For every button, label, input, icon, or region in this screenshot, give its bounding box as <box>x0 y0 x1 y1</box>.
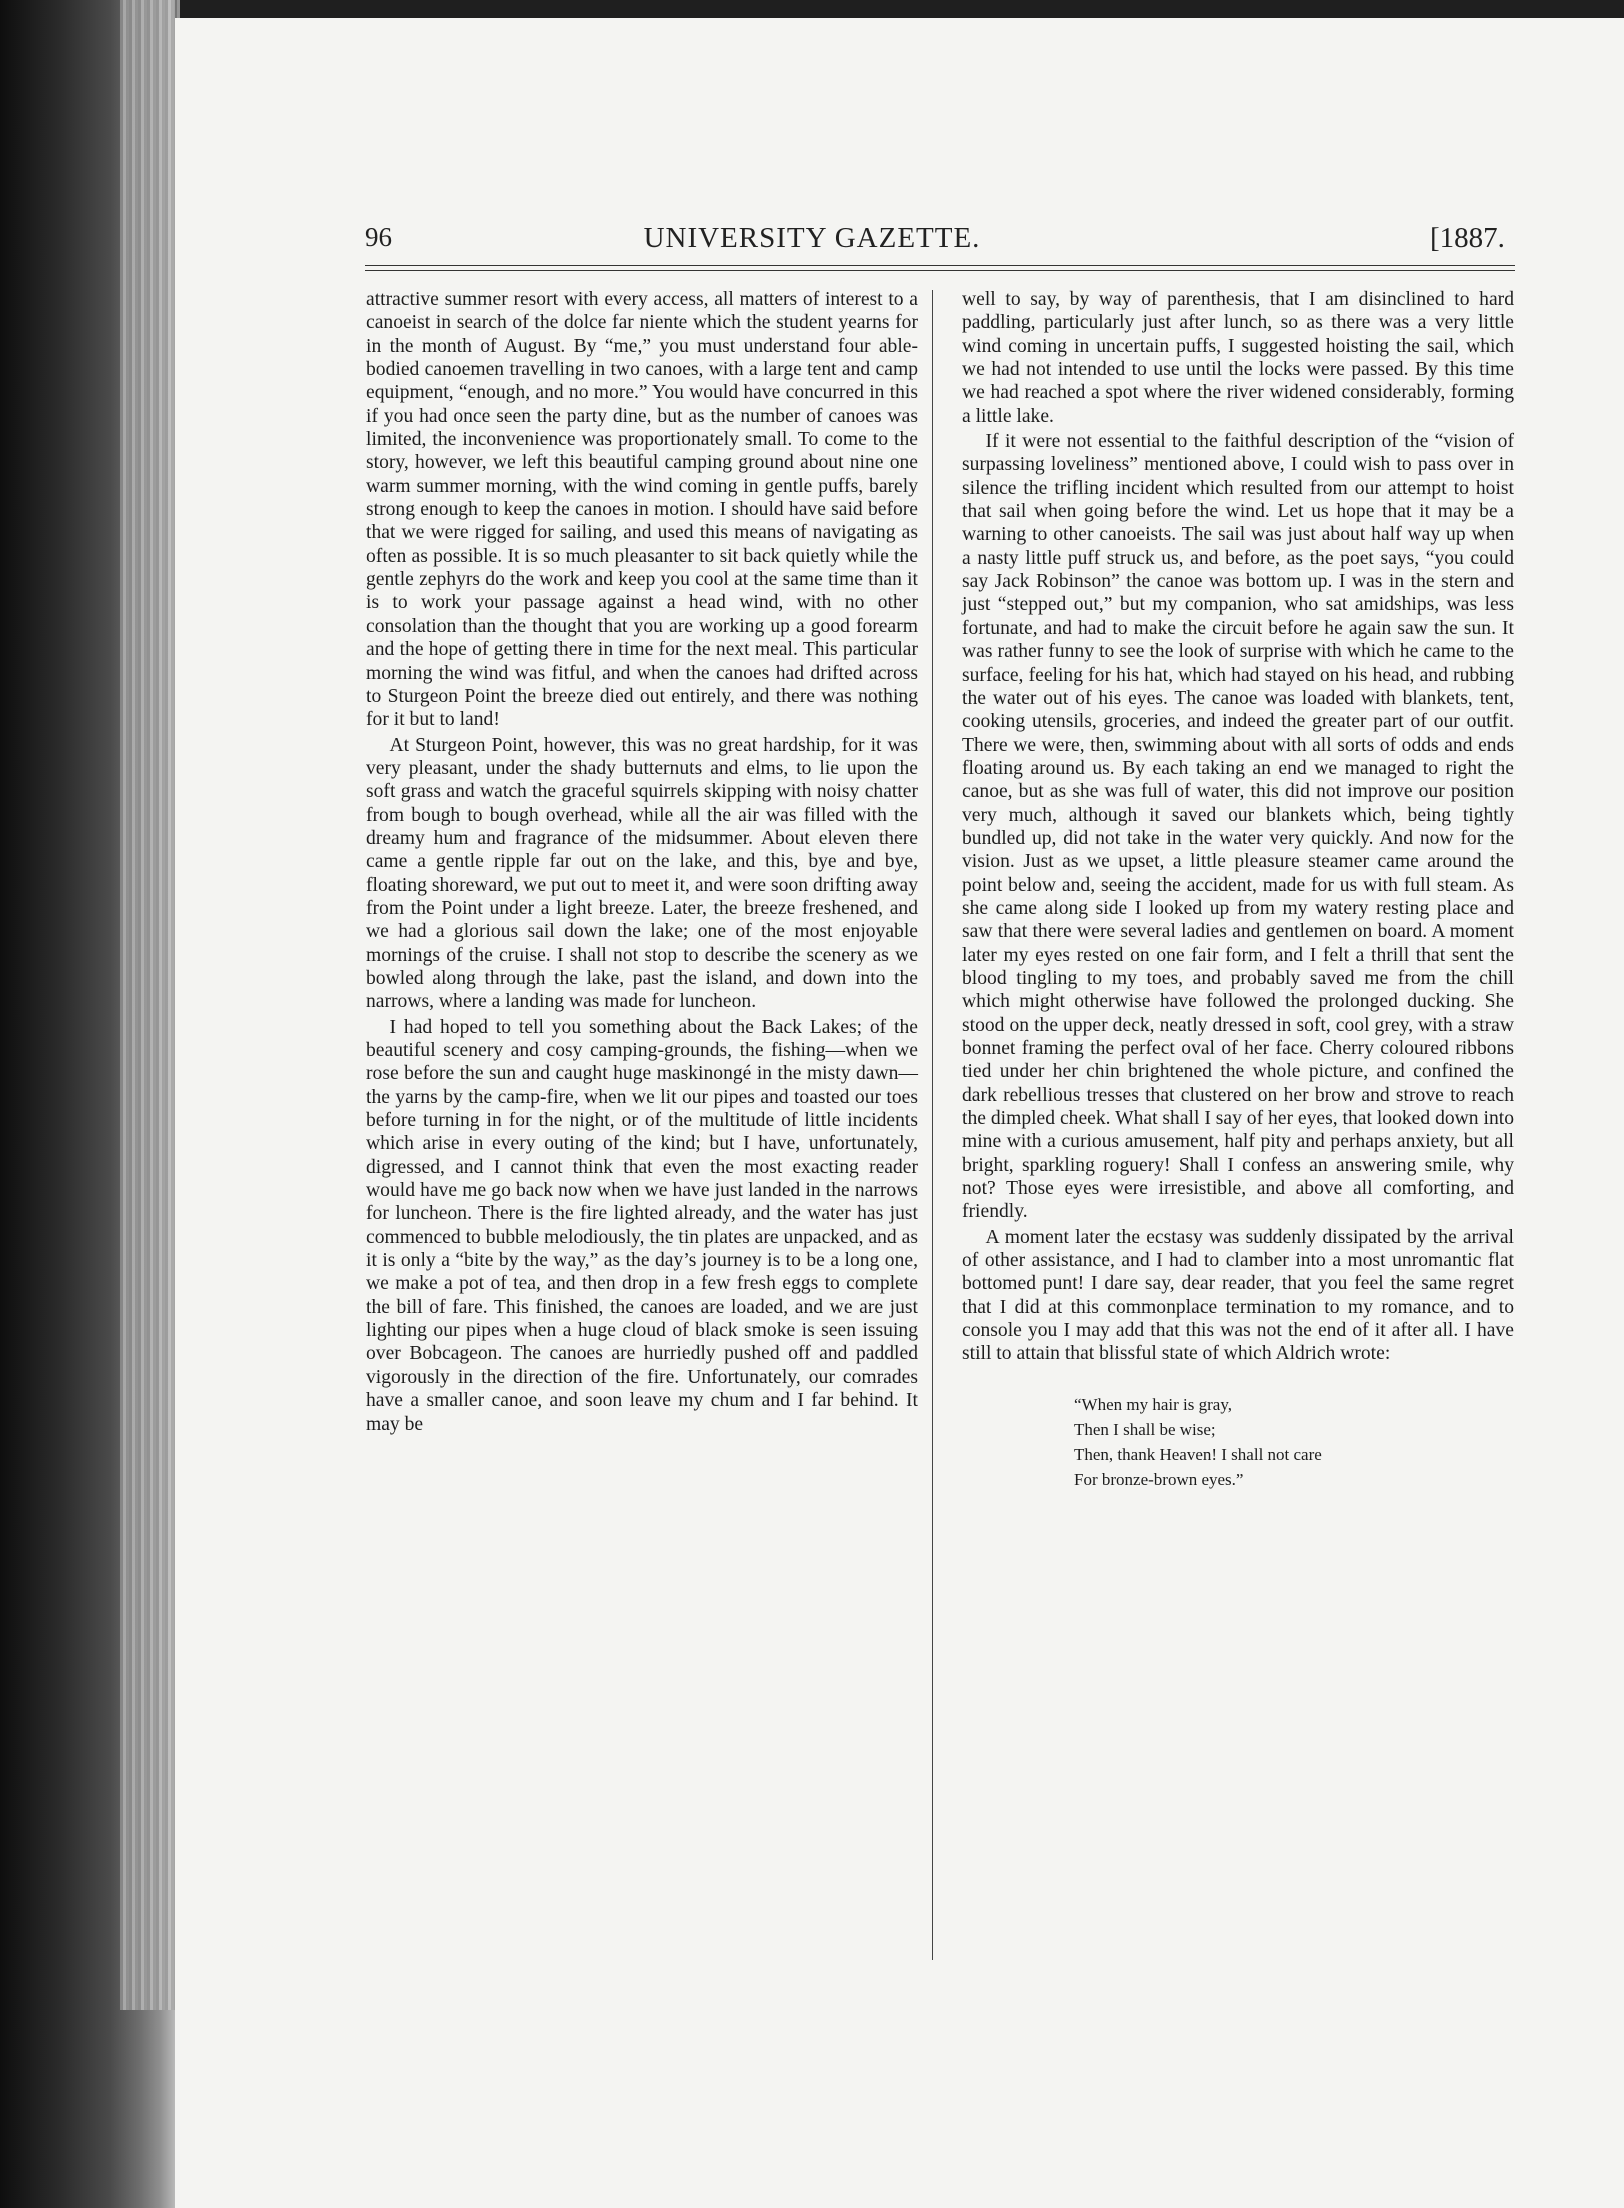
header-rule-double <box>365 270 1515 271</box>
verse-quote <box>1074 1392 1514 1492</box>
paragraph: I had hoped to tell you something about the Back Lakes; of the beautiful scenery and cosy camping-grounds, the fishing—when we rose before the sun and caught huge maskinongé in the misty dawn—the yarns by the camp-fire, when we lit our pipes and toasted our toes before turning in for the night, or of the multitude of little incidents which arise in every outing of the kind; but I have, unfortunately, digressed, and I cannot think that even the most exacting reader would have me go back now when we have just landed in the narrows for luncheon. There is the fire lighted already, and the water has just commenced to bubble melodiously, the tin plates are unpacked, and as it is only a “bite by the way,” as the day’s journey is to be a long one, we make a pot of tea, and then drop in a few fresh eggs to complete the bill of fare. This finished, the canoes are loaded, and we are just lighting our pipes when a huge cloud of black smoke is seen issuing over Bobcageon. The canoes are hurriedly pushed off and paddled vigorously in the direction of the fire. Unfortunately, our comrades have a smaller canoe, and soon leave my chum and I far behind. It may be <box>366 1016 918 1435</box>
left-column <box>366 288 918 1436</box>
verse-line: Then, thank Heaven! I shall not care <box>1074 1444 1322 1464</box>
running-year: [1887. <box>1430 222 1505 254</box>
header-rule <box>365 265 1515 266</box>
paragraph: attractive summer resort with every access, all matters of interest to a canoeist in search of the dolce far niente which the student yearns for in the month of August. By “me,” you must understand four able-bodied canoemen travelling in two canoes, with a large tent and camp equipment, “enough, and no more.” You would have concurred in this if you had once seen the party dine, but as the number of canoes was limited, the inconvenience was proportionately small. To come to the story, however, we left this beautiful camping ground about nine one warm summer morning, with the wind coming in gentle puffs, barely strong enough to keep the canoes in motion. I should have said before that we were rigged for sailing, and used this means of navigating as often as possible. It is so much pleasanter to sit back quietly while the gentle zephyrs do the work and keep you cool at the same time than it is to work your passage against a head wind, with no other consolation than the thought that you are working up a good forearm and the hope of getting there in time for the next meal. This particular morning the wind was fitful, and when the canoes had drifted across to Sturgeon Point the breeze died out entirely, and there was nothing for it but to land! <box>366 289 918 731</box>
verse-line: Then I shall be wise; <box>1074 1419 1216 1439</box>
verse-line: For bronze-brown eyes.” <box>1074 1469 1244 1489</box>
page-number: 96 <box>365 222 392 252</box>
verse-line: “When my hair is gray, <box>1074 1394 1232 1414</box>
paragraph: At Sturgeon Point, however, this was no great hardship, for it was very pleasant, under the shady butternuts and elms, to lie upon the soft grass and watch the graceful squirrels skipping with noisy chatter from bough to bough overhead, while all the air was filled with the dreamy hum and fragrance of the midsummer. About eleven there came a gentle ripple far out on the lake, and this, bye and bye, floating shoreward, we put out to meet it, and were soon drifting away from the Point under a light breeze. Later, the breeze freshened, and we had a glorious sail down the lake; one of the most enjoyable mornings of the cruise. I shall not stop to describe the scenery as we bowled along through the lake, past the island, and down into the narrows, where a landing was made for luncheon. <box>366 734 918 1013</box>
running-title: UNIVERSITY GAZETTE. <box>643 222 981 254</box>
paragraph: If it were not essential to the faithful description of the “vision of surpassing loveliness” mentioned above, I could wish to pass over in silence the trifling incident which resulted from our attempt to hoist that sail when going before the wind. Let us hope that it may be a warning to other canoeists. The sail was just about half way up when a nasty little puff struck us, and before, as the poet says, “you could say Jack Robinson” the canoe was bottom up. I was in the stern and just “stepped out,” but my companion, who sat amidships, was less fortunate, and had to make the circuit before he again saw the sun. It was rather funny to see the look of surprise with which he came to the surface, feeling for his hat, which had stayed on his head, and rubbing the water out of his eyes. The canoe was loaded with blankets, tent, cooking utensils, groceries, and indeed the greater part of our outfit. There we were, then, swimming about with all sorts of odds and ends floating around us. By each taking an end we managed to right the canoe, but as she was full of water, this did not improve our position very much, although it saved our blankets which, being tightly bundled up, did not take in the water very quickly. And now for the vision. Just as we upset, a little pleasure steamer came around the point below and, seeing the accident, made for us with full steam. As she came along side I looked up from my watery resting place and saw that there were several ladies and gentlemen on board. A moment later my eyes rested on one fair form, and I felt a thrill that sent the blood tingling to my toes, and probably saved me from the chill which might otherwise have followed the prolonged ducking. She stood on the upper deck, neatly dressed in soft, cool grey, with a straw bonnet framing the perfect oval of her face. Cherry coloured ribbons tied under her chin brightened the whole picture, and confined the dark rebellious tresses that clustered on her brow and strove to reach the dimpled cheek. What shall I say of her eyes, that looked down into mine with a curious amusement, half pity and perhaps anxiety, but all bright, sparkling roguery! Shall I confess an answering smile, why not? Those eyes were irresistible, and above all comforting, and friendly. <box>962 431 1514 1223</box>
column-divider <box>932 290 933 1960</box>
paragraph: A moment later the ecstasy was suddenly dissipated by the arrival of other assistance, and I had to clamber into a most unromantic flat bottomed punt! I dare say, dear reader, that you feel the same regret that I did at this commonplace termination to my romance, and to console you I may add that this was not the end of it after all. I have still to attain that blissful state of which Aldrich wrote: <box>962 1226 1514 1365</box>
right-column <box>962 288 1514 1492</box>
paragraph: well to say, by way of parenthesis, that I am disinclined to hard paddling, particularly just after lunch, so as there was a very little wind coming in uncertain puffs, I suggested hoisting the sail, which we had not intended to use until the locks were passed. By this time we had reached a spot where the river widened considerably, forming a little lake. <box>962 289 1514 427</box>
page-stack-edge <box>120 0 180 2010</box>
